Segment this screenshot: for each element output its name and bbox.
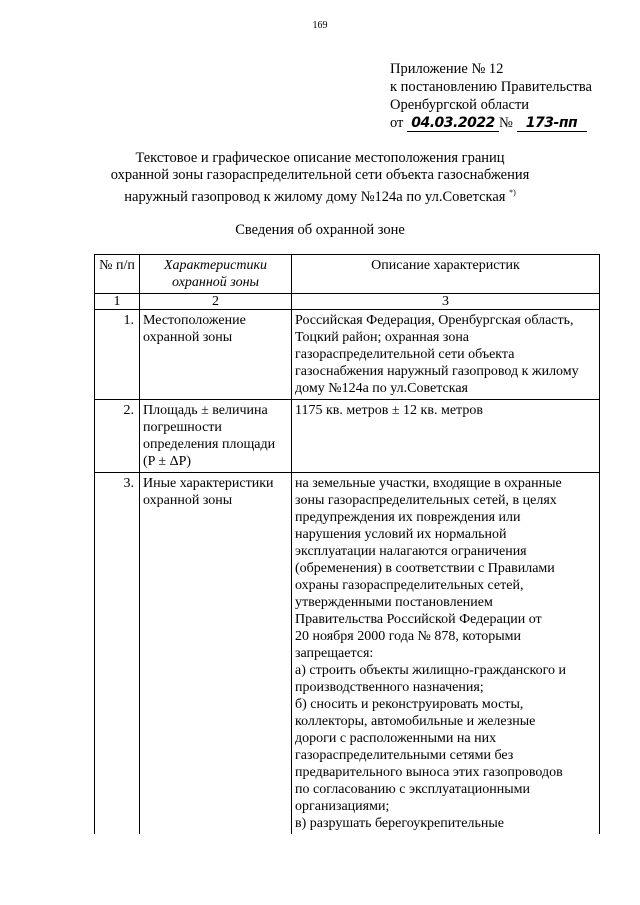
- description-line: коллекторы, автомобильные и железные: [295, 714, 536, 729]
- zone-info-table: [94, 254, 600, 834]
- description-line: по согласованию с эксплуатационными: [295, 782, 530, 797]
- description-line: в) разрушать берегоукрепительные: [295, 816, 505, 831]
- description-line: предварительного выноса этих газопроводов: [295, 765, 563, 780]
- row-number: 1.: [95, 310, 140, 400]
- row-characteristic: Иные характеристики охранной зоны: [140, 473, 292, 835]
- description-line: организациями;: [295, 799, 390, 814]
- table-header-row: [95, 255, 600, 294]
- description-line: запрещается:: [295, 646, 374, 661]
- description-line: предупреждения их повреждения или: [295, 510, 521, 525]
- page-number: 169: [312, 20, 328, 31]
- index-cell: 1: [95, 294, 140, 310]
- header-num: № п/п: [95, 255, 140, 294]
- table-row: [95, 310, 600, 400]
- title-line-1: Текстовое и графическое описание местоположения границ: [135, 150, 505, 166]
- annex-number-label: №: [499, 115, 513, 131]
- description-line: а) строить объекты жилищно-гражданского и: [295, 663, 566, 678]
- description-line: утвержденными постановлением: [295, 595, 493, 610]
- row-number: 3.: [95, 473, 140, 835]
- annex-line-1: Приложение № 12: [390, 61, 504, 77]
- title-line-3: [100, 184, 540, 206]
- footnote-mark: *): [509, 188, 516, 197]
- table-index-row: [95, 294, 600, 310]
- description-line: охраны газораспределительных сетей,: [295, 578, 524, 593]
- description-line: 20 ноября 2000 года № 878, которыми: [295, 629, 522, 644]
- table-row: [95, 473, 600, 835]
- annex-line-3: Оренбургской области: [390, 97, 530, 113]
- description-line: эксплуатации налагаются ограничения: [295, 544, 527, 559]
- header-description: Описание характеристик: [292, 255, 600, 294]
- annex-from-label: от: [390, 115, 404, 131]
- description-line: Правительства Российской Федерации от: [295, 612, 542, 627]
- title-line-2: охранной зоны газораспределительной сети объекта газоснабжения: [110, 167, 530, 183]
- description-line: газораспределительными сетями без: [295, 748, 514, 763]
- description-line: производственного назначения;: [295, 680, 484, 695]
- description-line: б) сносить и реконструировать мосты,: [295, 697, 524, 712]
- row-description: [292, 473, 600, 835]
- row-characteristic: Площадь ± величина погрешности определения площади (P ± ΔP): [140, 400, 292, 473]
- index-cell: 3: [292, 294, 600, 310]
- description-line: нарушения условий их нормальной: [295, 527, 507, 542]
- annex-line-2: к постановлению Правительства: [390, 79, 592, 95]
- description-line: зоны газораспределительных сетей, в целях: [295, 493, 557, 508]
- document-title: [100, 150, 540, 206]
- row-characteristic: Местоположение охранной зоны: [140, 310, 292, 400]
- annex-date-line: [390, 114, 630, 132]
- title-line-3-text: наружный газопровод к жилому дому №124а по ул.Советская: [124, 188, 506, 205]
- row-description: Российская Федерация, Оренбургская область, Тоцкий район; охранная зона газораспределительной сети объекта газоснабжения наружный газопровод к жилому дому №124а по ул.Советская: [292, 310, 600, 400]
- row-description: 1175 кв. метров ± 12 кв. метров: [292, 400, 600, 473]
- annex-number: 173-пп: [517, 116, 587, 132]
- section-title: Сведения об охранной зоне: [235, 222, 405, 238]
- table-row: [95, 400, 600, 473]
- header-characteristics: Характеристики охранной зоны: [140, 255, 292, 294]
- row-number: 2.: [95, 400, 140, 473]
- description-line: дороги с расположенными на них: [295, 731, 497, 746]
- annex-block: [390, 60, 630, 132]
- index-cell: 2: [140, 294, 292, 310]
- annex-date: 04.03.2022: [407, 116, 499, 132]
- description-line: (обременения) в соответствии с Правилами: [295, 561, 555, 576]
- description-line: на земельные участки, входящие в охранные: [295, 476, 562, 491]
